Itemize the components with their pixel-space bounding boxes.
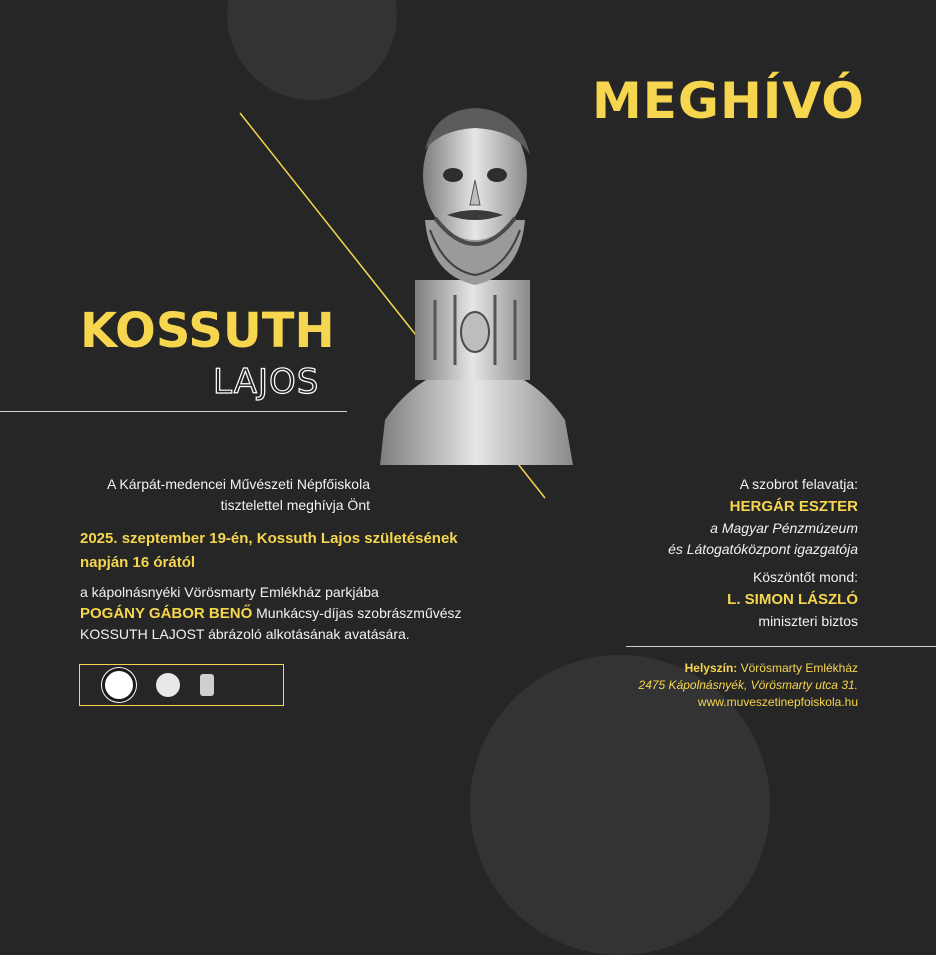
event-date <box>80 527 520 575</box>
event-description <box>80 582 540 645</box>
unveiler-role-2: és Látogatóközpont igazgatója <box>668 541 858 557</box>
event-artist-line <box>80 603 540 624</box>
intro-line-1: A Kárpát-medencei Művészeti Népfőiskola <box>106 476 370 492</box>
hero-name-sub: LAJOS <box>213 362 320 402</box>
divider-right <box>626 646 936 647</box>
unveiler-role-1: a Magyar Pénzmúzeum <box>710 520 858 536</box>
location-venue <box>538 660 858 677</box>
divider-left <box>0 411 347 412</box>
artist-title: Munkácsy-díjas szobrászművész <box>252 605 462 621</box>
event-date-line-2: napján 16 órától <box>80 554 196 571</box>
greeter-name: L. SIMON LÁSZLÓ <box>727 591 858 608</box>
event-artwork-line: KOSSUTH LAJOST ábrázoló alkotásának avatására. <box>80 626 410 642</box>
unveiler-name: HERGÁR ESZTER <box>729 498 858 515</box>
unveil-label: A szobrot felavatja: <box>739 476 858 492</box>
venue-name: Vörösmarty Emlékház <box>737 661 858 675</box>
ministry-crest-logo <box>200 674 214 696</box>
folk-logo <box>156 673 180 697</box>
greeting-label: Köszöntőt mond: <box>752 569 858 585</box>
intro-line-2: tisztelettel meghívja Önt <box>220 497 370 513</box>
kossuth-bust-image <box>375 100 575 470</box>
event-date-line-1: 2025. szeptember 19-én, Kossuth Lajos születésének <box>80 530 458 547</box>
page-title: MEGHÍVÓ <box>592 72 865 130</box>
artist-name: POGÁNY GÁBOR BENŐ <box>80 605 253 622</box>
greeter-role: miniszteri biztos <box>758 613 858 629</box>
intro-text <box>0 474 370 516</box>
event-place-line: a kápolnásnyéki Vörösmarty Emlékház parkjába <box>80 584 379 600</box>
school-seal-logo <box>102 668 136 702</box>
website-link[interactable]: www.muveszetinepfoiskola.hu <box>697 695 858 709</box>
location-label: Helyszín: <box>684 661 738 675</box>
partner-logos <box>79 664 284 706</box>
location-address: 2475 Kápolnásnyék, Vörösmarty utca 31. <box>638 678 858 692</box>
hero-name-main: KOSSUTH <box>80 303 335 359</box>
